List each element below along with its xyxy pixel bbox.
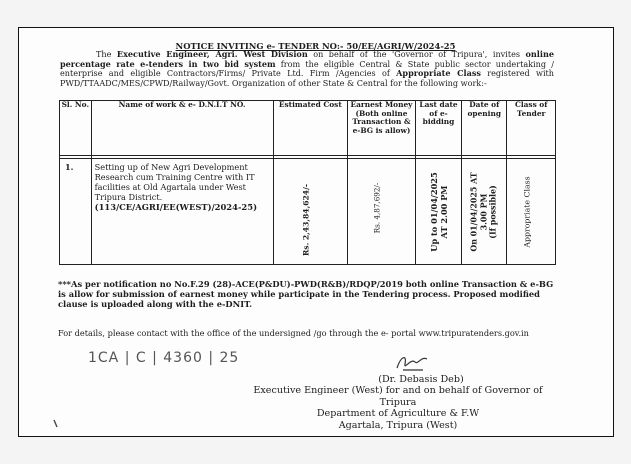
tender-table xyxy=(59,100,556,265)
signatory-name: (Dr. Debasis Deb) xyxy=(378,374,464,385)
header-estimated-cost: Estimated Cost xyxy=(273,101,348,156)
pen-mark-icon xyxy=(52,419,60,429)
dnit-number: (113/CE/AGRI/EE(WEST)/2024-25) xyxy=(94,202,258,212)
signatory-line-1: Executive Engineer (West) for and on behalf of Governor of Tripura xyxy=(253,385,543,408)
last-date-line-1: Up to 01/04/2025 xyxy=(428,171,439,252)
table-row xyxy=(60,159,556,265)
estimated-cost-value: Rs. 2,43,84,624/- xyxy=(301,183,311,256)
work-description: Setting up of New Agri Development Research cum Training Centre with IT facilities at Old Agartala under West Tripura District. xyxy=(94,162,255,202)
earnest-money-value: Rs. 4,87,692/- xyxy=(372,182,382,233)
notification-note: ***As per notification no No.F.29 (28)-ACE(P&DU)-PWD(R&B)/RDQP/2019 both online Transaction & e-BG is allow for submission of earnest money while participate in the Tendering process. Proposed modified clause is uploaded along with the e-DNIT. xyxy=(58,279,554,309)
header-class-of-tender: Class of Tender xyxy=(507,101,556,156)
last-date-line-2: AT 2.00 PM xyxy=(438,185,449,238)
row-name-of-work xyxy=(91,159,273,265)
header-earnest-money: Earnest Money (Both online Transaction & e-BG is allow) xyxy=(348,101,416,156)
row-estimated-cost xyxy=(273,159,348,265)
opening-date-value xyxy=(470,172,499,251)
class-of-tender-value: Appropriate Class xyxy=(522,175,532,248)
row-class-of-tender xyxy=(507,159,556,265)
header-name-of-work: Name of work & e- D.N.I.T NO. xyxy=(91,101,273,156)
intro-segment: on behalf of the 'Governor of Tripura', invites xyxy=(307,49,526,59)
contact-line: For details, please contact with the office of the undersigned /go through the e- portal www.tripuratenders.gov.in xyxy=(58,328,529,338)
signatory-line-3: Agartala, Tripura (West) xyxy=(338,419,458,431)
intro-segment: from the eligible Central & State public sector undertaking / enterprise and eligible Contractors/Firms/ Private Ltd. Firm /Agencies of xyxy=(60,58,554,79)
opening-line-1: On 01/04/2025 AT xyxy=(469,171,479,252)
row-earnest-money xyxy=(348,159,416,265)
row-date-of-opening xyxy=(462,159,507,265)
header-sl-no: Sl. No. xyxy=(60,101,92,156)
table-header-row xyxy=(60,101,556,156)
signatory-line-2: Department of Agriculture & F.W xyxy=(316,408,480,420)
header-date-of-opening: Date of opening xyxy=(462,101,507,156)
intro-segment: registered with PWD/TTAADC/MES/CPWD/Railway/Govt. Organization of other State & Central for the following work:- xyxy=(60,68,554,88)
opening-line-2: 3.00 PM xyxy=(479,193,489,230)
intro-segment: online percentage rate e-tenders in two bid system xyxy=(60,49,554,69)
signature-block xyxy=(238,374,558,431)
last-date-value xyxy=(429,172,449,251)
intro-segment: Executive Engineer, Agri. West Division xyxy=(116,49,308,59)
notice-title: NOTICE INVITING e- TENDER NO:- 50/EE/AGRI/W/2024-25 xyxy=(175,41,456,51)
signature-icon xyxy=(393,350,433,374)
handwritten-reference: 1CA | C | 4360 | 25 xyxy=(88,350,240,366)
row-last-date xyxy=(415,159,461,265)
intro-segment: The xyxy=(96,49,117,59)
intro-segment: Appropriate Class xyxy=(396,68,481,79)
header-last-date: Last date of e- bidding xyxy=(415,101,461,156)
notice-intro xyxy=(60,50,554,88)
opening-line-3: (If possible) xyxy=(489,184,499,239)
row-sl-no: 1. xyxy=(60,159,92,265)
